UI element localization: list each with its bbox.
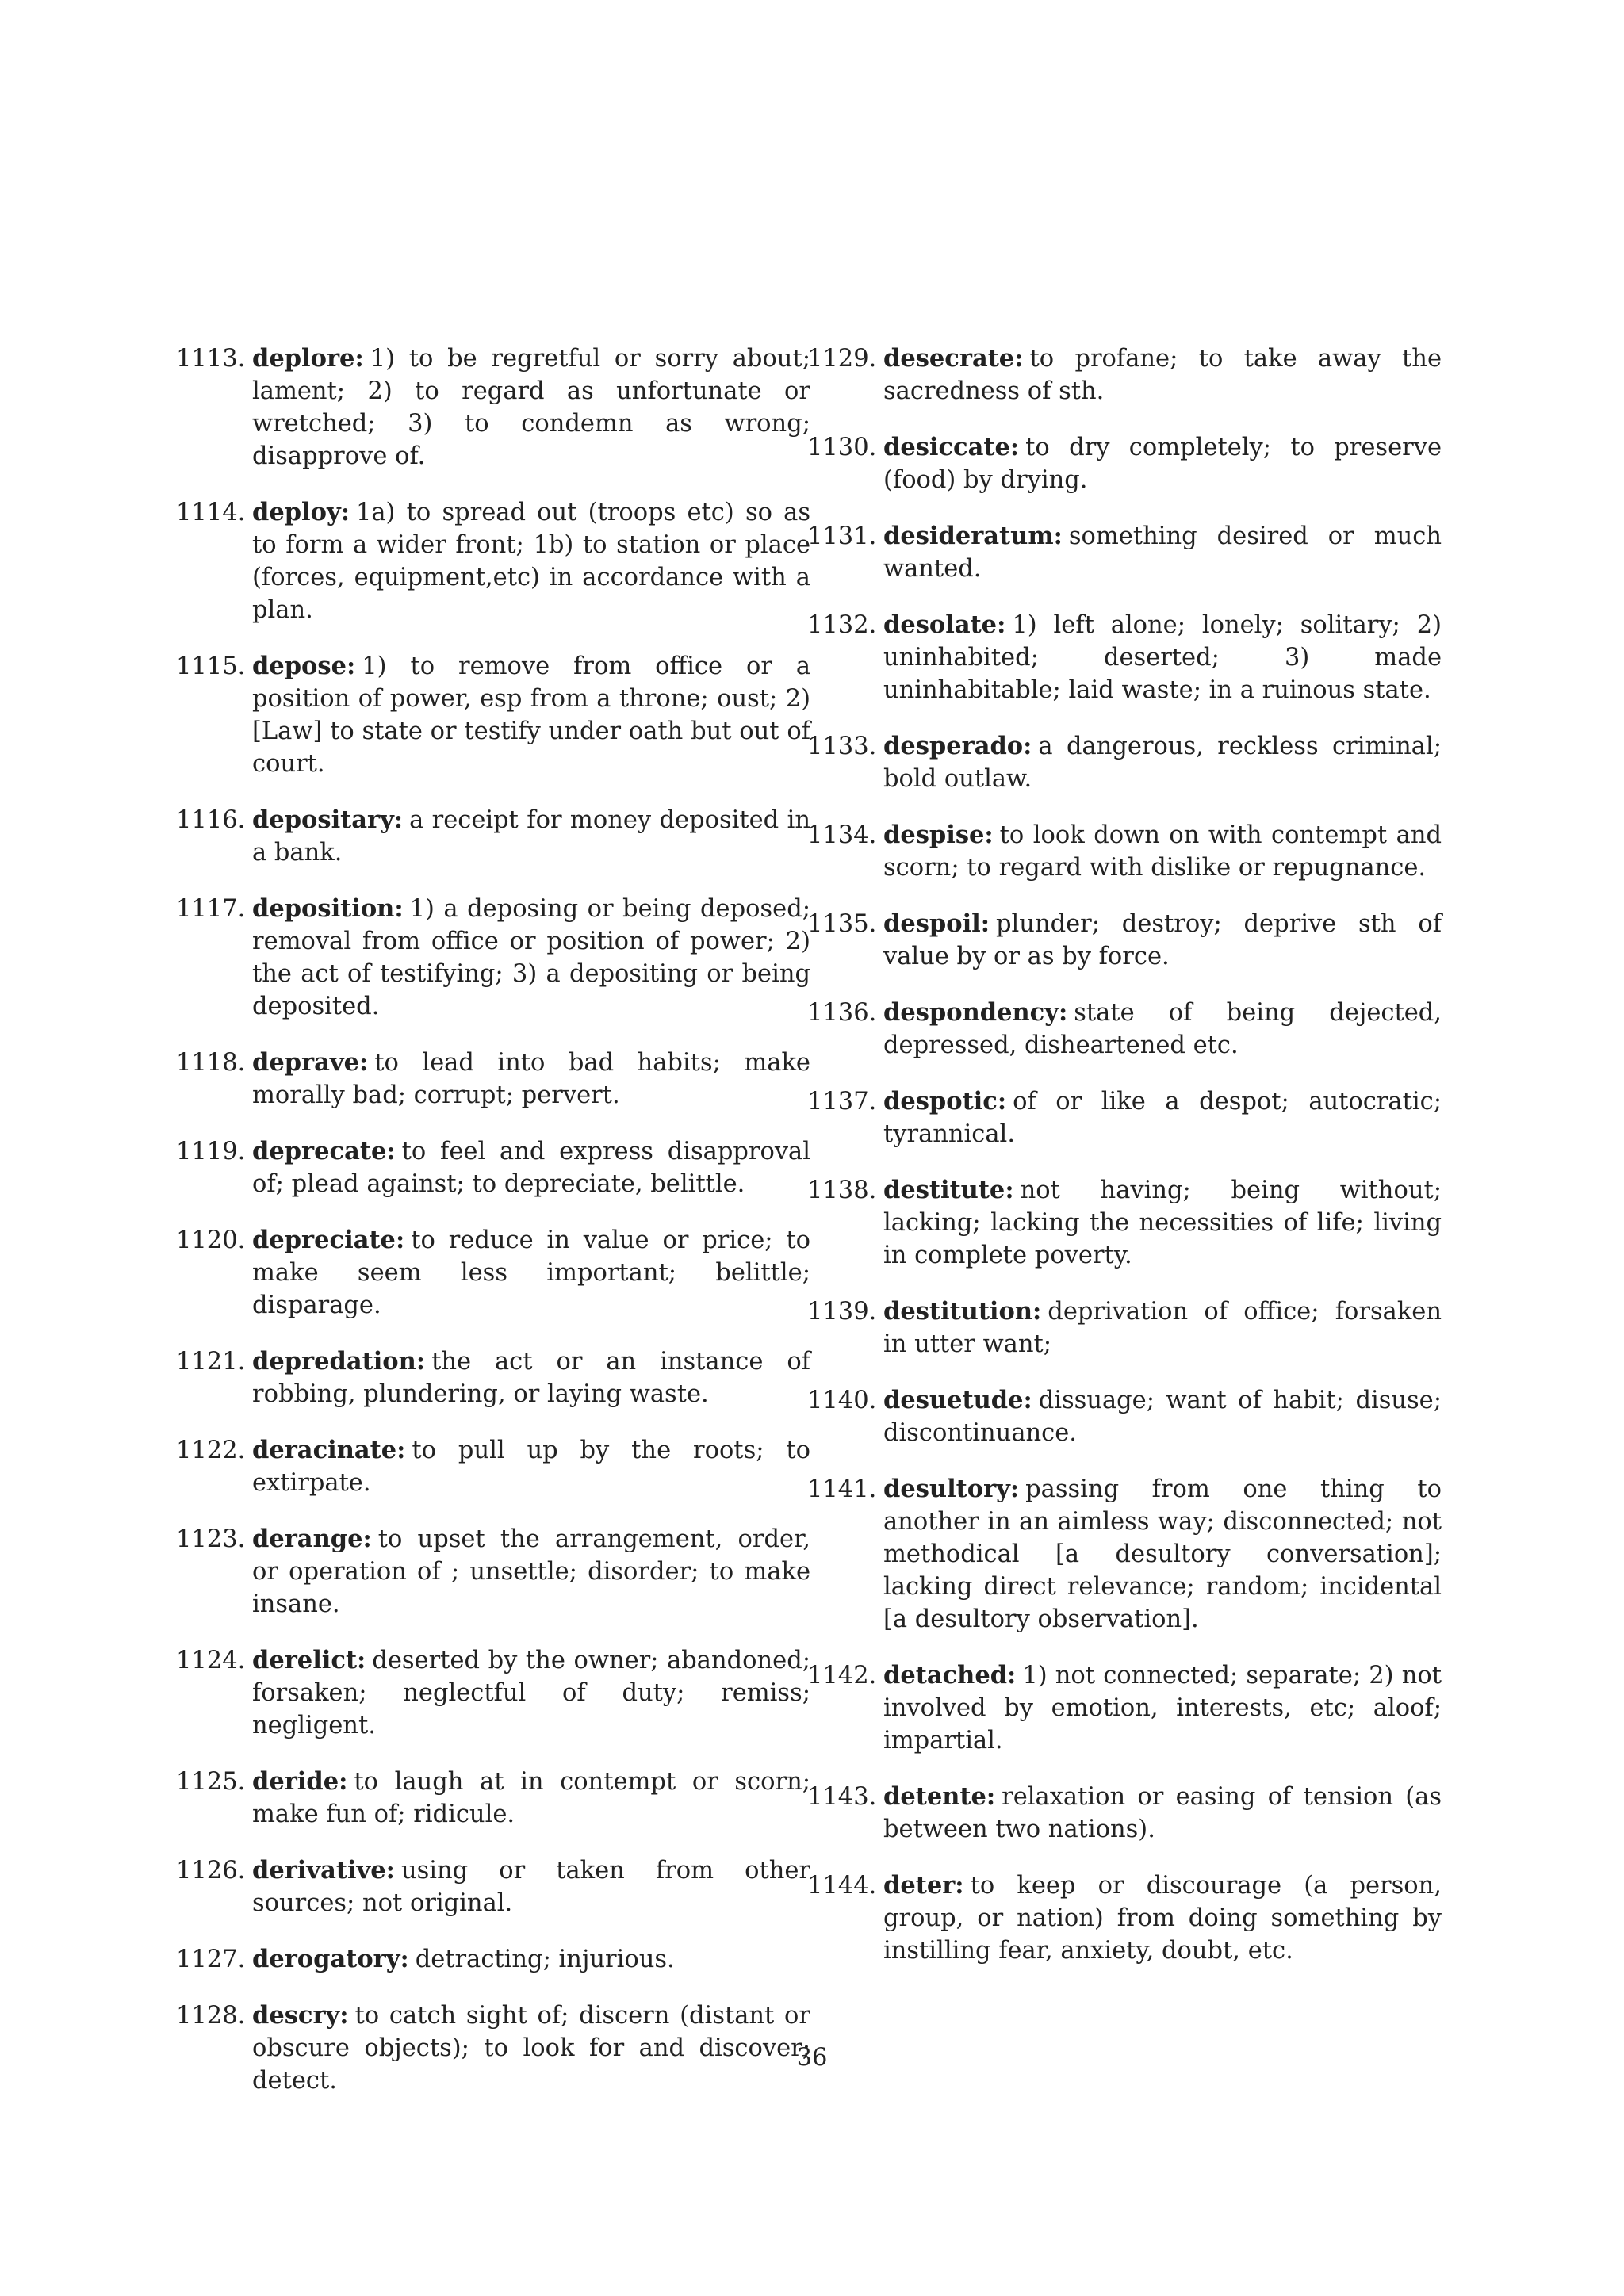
entry-definition: passing from one thing to another in an aimless way; disconnected; not methodical [a desultory conversation]; lacking direct relevance; random; incidental [a desultory observation]. [883, 1475, 1442, 1633]
entry-definition: to pull up by the roots; to extirpate. [252, 1437, 810, 1497]
entry-headword: depose: [252, 652, 356, 680]
entry-definition: to laugh at in contempt or scorn; make fun of; ridicule. [252, 1768, 810, 1828]
entry [807, 1659, 1442, 1757]
entry-definition: dissuage; want of habit; disuse; discontinuance. [883, 1387, 1442, 1447]
entry-number: 1128. [176, 2002, 246, 2030]
entry-headword: destitution: [883, 1297, 1042, 1326]
entry [176, 1766, 810, 1831]
entry-number: 1142. [807, 1662, 877, 1689]
entry-definition: using or taken from other sources; not original. [252, 1857, 810, 1917]
entry-number: 1124. [176, 1647, 246, 1674]
entry [807, 908, 1442, 973]
entry [176, 804, 810, 869]
entry [807, 1781, 1442, 1846]
entry-definition: relaxation or easing of tension (as between two nations). [883, 1783, 1442, 1843]
entry-headword: desperado: [883, 732, 1032, 760]
page-number: 36 [796, 2044, 828, 2072]
entry-number: 1143. [807, 1783, 877, 1811]
entry [807, 431, 1442, 496]
entry-definition: to feel and express disapproval of; plead against; to depreciate, belittle. [252, 1138, 810, 1198]
entry-headword: deracinate: [252, 1436, 406, 1464]
entry [176, 650, 810, 780]
entry [176, 1523, 810, 1621]
entry [807, 609, 1442, 706]
entry [807, 819, 1442, 884]
entry [176, 1434, 810, 1499]
entry-definition: 1) a deposing or being deposed; removal from office or position of power; 2) the act of testifying; 3) a depositing or being deposited. [252, 895, 810, 1020]
entry-number: 1136. [807, 999, 877, 1027]
entry-definition: 1a) to spread out (troops etc) so as to form a wider front; 1b) to station or place (forces, equipment,etc) in accordance with a plan. [252, 499, 810, 624]
entry-number: 1119. [176, 1138, 246, 1165]
entry-definition: to upset the arrangement, order, or operation of ; unsettle; disorder; to make insane. [252, 1525, 810, 1618]
entry-number: 1113. [176, 345, 246, 373]
left-column [176, 342, 810, 2121]
entry-headword: deter: [883, 1871, 964, 1900]
entry-headword: depredation: [252, 1347, 426, 1376]
entry-headword: desideratum: [883, 522, 1063, 550]
entry [807, 1085, 1442, 1150]
entry-definition: state of being dejected, depressed, disheartened etc. [883, 999, 1442, 1059]
entry [176, 1345, 810, 1410]
entry-number: 1137. [807, 1088, 877, 1115]
entry-number: 1130. [807, 434, 877, 461]
entry-headword: destitute: [883, 1176, 1014, 1204]
entry-headword: depositary: [252, 806, 404, 834]
entry-headword: desolate: [883, 610, 1006, 639]
entry-headword: desultory: [883, 1475, 1020, 1503]
entry [176, 893, 810, 1023]
entry-definition: to reduce in value or price; to make seem less important; belittle; disparage. [252, 1226, 810, 1319]
entry [176, 496, 810, 626]
entry-number: 1139. [807, 1298, 877, 1326]
entry [176, 342, 810, 473]
entry-number: 1140. [807, 1387, 877, 1414]
entry [807, 342, 1442, 408]
entry [807, 997, 1442, 1062]
entry-number: 1120. [176, 1226, 246, 1254]
entry-headword: derogatory: [252, 1945, 409, 1973]
entry-definition: deprivation of office; forsaken in utter want; [883, 1298, 1442, 1358]
entry-headword: despotic: [883, 1087, 1007, 1115]
entry-number: 1121. [176, 1348, 246, 1376]
entry-headword: deplore: [252, 344, 364, 373]
entry [807, 1869, 1442, 1967]
entry [807, 520, 1442, 585]
entry-definition: to lead into bad habits; make morally bad; corrupt; pervert. [252, 1049, 810, 1109]
entry-definition: plunder; destroy; deprive sth of value by or as by force. [883, 910, 1442, 970]
entry-definition: 1) not connected; separate; 2) not involved by emotion, interests, etc; aloof; impartial. [883, 1662, 1442, 1755]
entry-definition: to catch sight of; discern (distant or obscure objects); to look for and discover; detect. [252, 2002, 810, 2095]
entry-headword: deploy: [252, 498, 350, 526]
entry-headword: derivative: [252, 1856, 395, 1885]
entry-number: 1131. [807, 522, 877, 550]
entry-headword: deposition: [252, 894, 404, 923]
entry-number: 1133. [807, 733, 877, 760]
entry-headword: despise: [883, 821, 994, 849]
entry-definition: to dry completely; to preserve (food) by drying. [883, 434, 1442, 494]
entry-number: 1135. [807, 910, 877, 938]
entry-number: 1125. [176, 1768, 246, 1796]
entry-number: 1129. [807, 345, 877, 373]
entry-headword: detached: [883, 1661, 1017, 1689]
entry-definition: not having; being without; lacking; lacking the necessities of life; living in complete poverty. [883, 1177, 1442, 1269]
entry-number: 1134. [807, 821, 877, 849]
right-column [807, 342, 1442, 1991]
entry [807, 1473, 1442, 1636]
entry-number: 1116. [176, 806, 246, 834]
entry-headword: despondency: [883, 998, 1068, 1027]
entry-definition: to profane; to take away the sacredness of sth. [883, 345, 1442, 405]
entry-number: 1118. [176, 1049, 246, 1077]
entry-headword: derelict: [252, 1646, 366, 1674]
entry-number: 1115. [176, 652, 246, 680]
entry [176, 1224, 810, 1322]
entry-headword: depreciate: [252, 1226, 405, 1254]
entry-definition: 1) left alone; lonely; solitary; 2) uninhabited; deserted; 3) made uninhabitable; laid waste; in a ruinous state. [883, 611, 1442, 704]
entry-definition: 1) to remove from office or a position of power, esp from a throne; oust; 2) [Law] to state or testify under oath but out of court. [252, 652, 810, 778]
entry-headword: deride: [252, 1767, 348, 1796]
entry [176, 1854, 810, 1919]
entry-definition: the act or an instance of robbing, plundering, or laying waste. [252, 1348, 810, 1408]
entry [807, 730, 1442, 795]
entry-headword: despoil: [883, 909, 990, 938]
entry-headword: desecrate: [883, 344, 1024, 373]
entry-number: 1132. [807, 611, 877, 639]
entry-headword: descry: [252, 2001, 349, 2030]
entry [176, 1047, 810, 1112]
entry-definition: detracting; injurious. [415, 1946, 675, 1973]
entry-number: 1138. [807, 1177, 877, 1204]
entry-number: 1126. [176, 1857, 246, 1885]
entry [807, 1384, 1442, 1449]
entry-headword: desuetude: [883, 1386, 1032, 1414]
entry-number: 1141. [807, 1475, 877, 1503]
entry-number: 1123. [176, 1525, 246, 1553]
entry-definition: a dangerous, reckless criminal; bold outlaw. [883, 733, 1442, 793]
entry-headword: detente: [883, 1782, 996, 1811]
entry [176, 1135, 810, 1200]
entry-definition: 1) to be regretful or sorry about; lament; 2) to regard as unfortunate or wretched; 3) to condemn as wrong; disapprove of. [252, 345, 810, 470]
entry-headword: deprave: [252, 1048, 369, 1077]
entry-number: 1117. [176, 895, 246, 923]
entry-definition: to look down on with contempt and scorn; to regard with dislike or repugnance. [883, 821, 1442, 882]
entry [176, 1943, 810, 1976]
entry [807, 1295, 1442, 1360]
entry-number: 1144. [807, 1872, 877, 1900]
entry-number: 1114. [176, 499, 246, 526]
entry [807, 1174, 1442, 1272]
entry-definition: something desired or much wanted. [883, 522, 1442, 583]
entry-definition: deserted by the owner; abandoned; forsaken; neglectful of duty; remiss; negligent. [252, 1647, 810, 1739]
entry [176, 1644, 810, 1742]
entry-definition: of or like a despot; autocratic; tyrannical. [883, 1088, 1442, 1148]
entry-headword: derange: [252, 1525, 372, 1553]
entry-definition: a receipt for money deposited in a bank. [252, 806, 810, 867]
entry-headword: deprecate: [252, 1137, 396, 1165]
entry-number: 1122. [176, 1437, 246, 1464]
entry-number: 1127. [176, 1946, 246, 1973]
entry-definition: to keep or discourage (a person, group, or nation) from doing something by instilling fear, anxiety, doubt, etc. [883, 1872, 1442, 1965]
entry-headword: desiccate: [883, 433, 1020, 461]
